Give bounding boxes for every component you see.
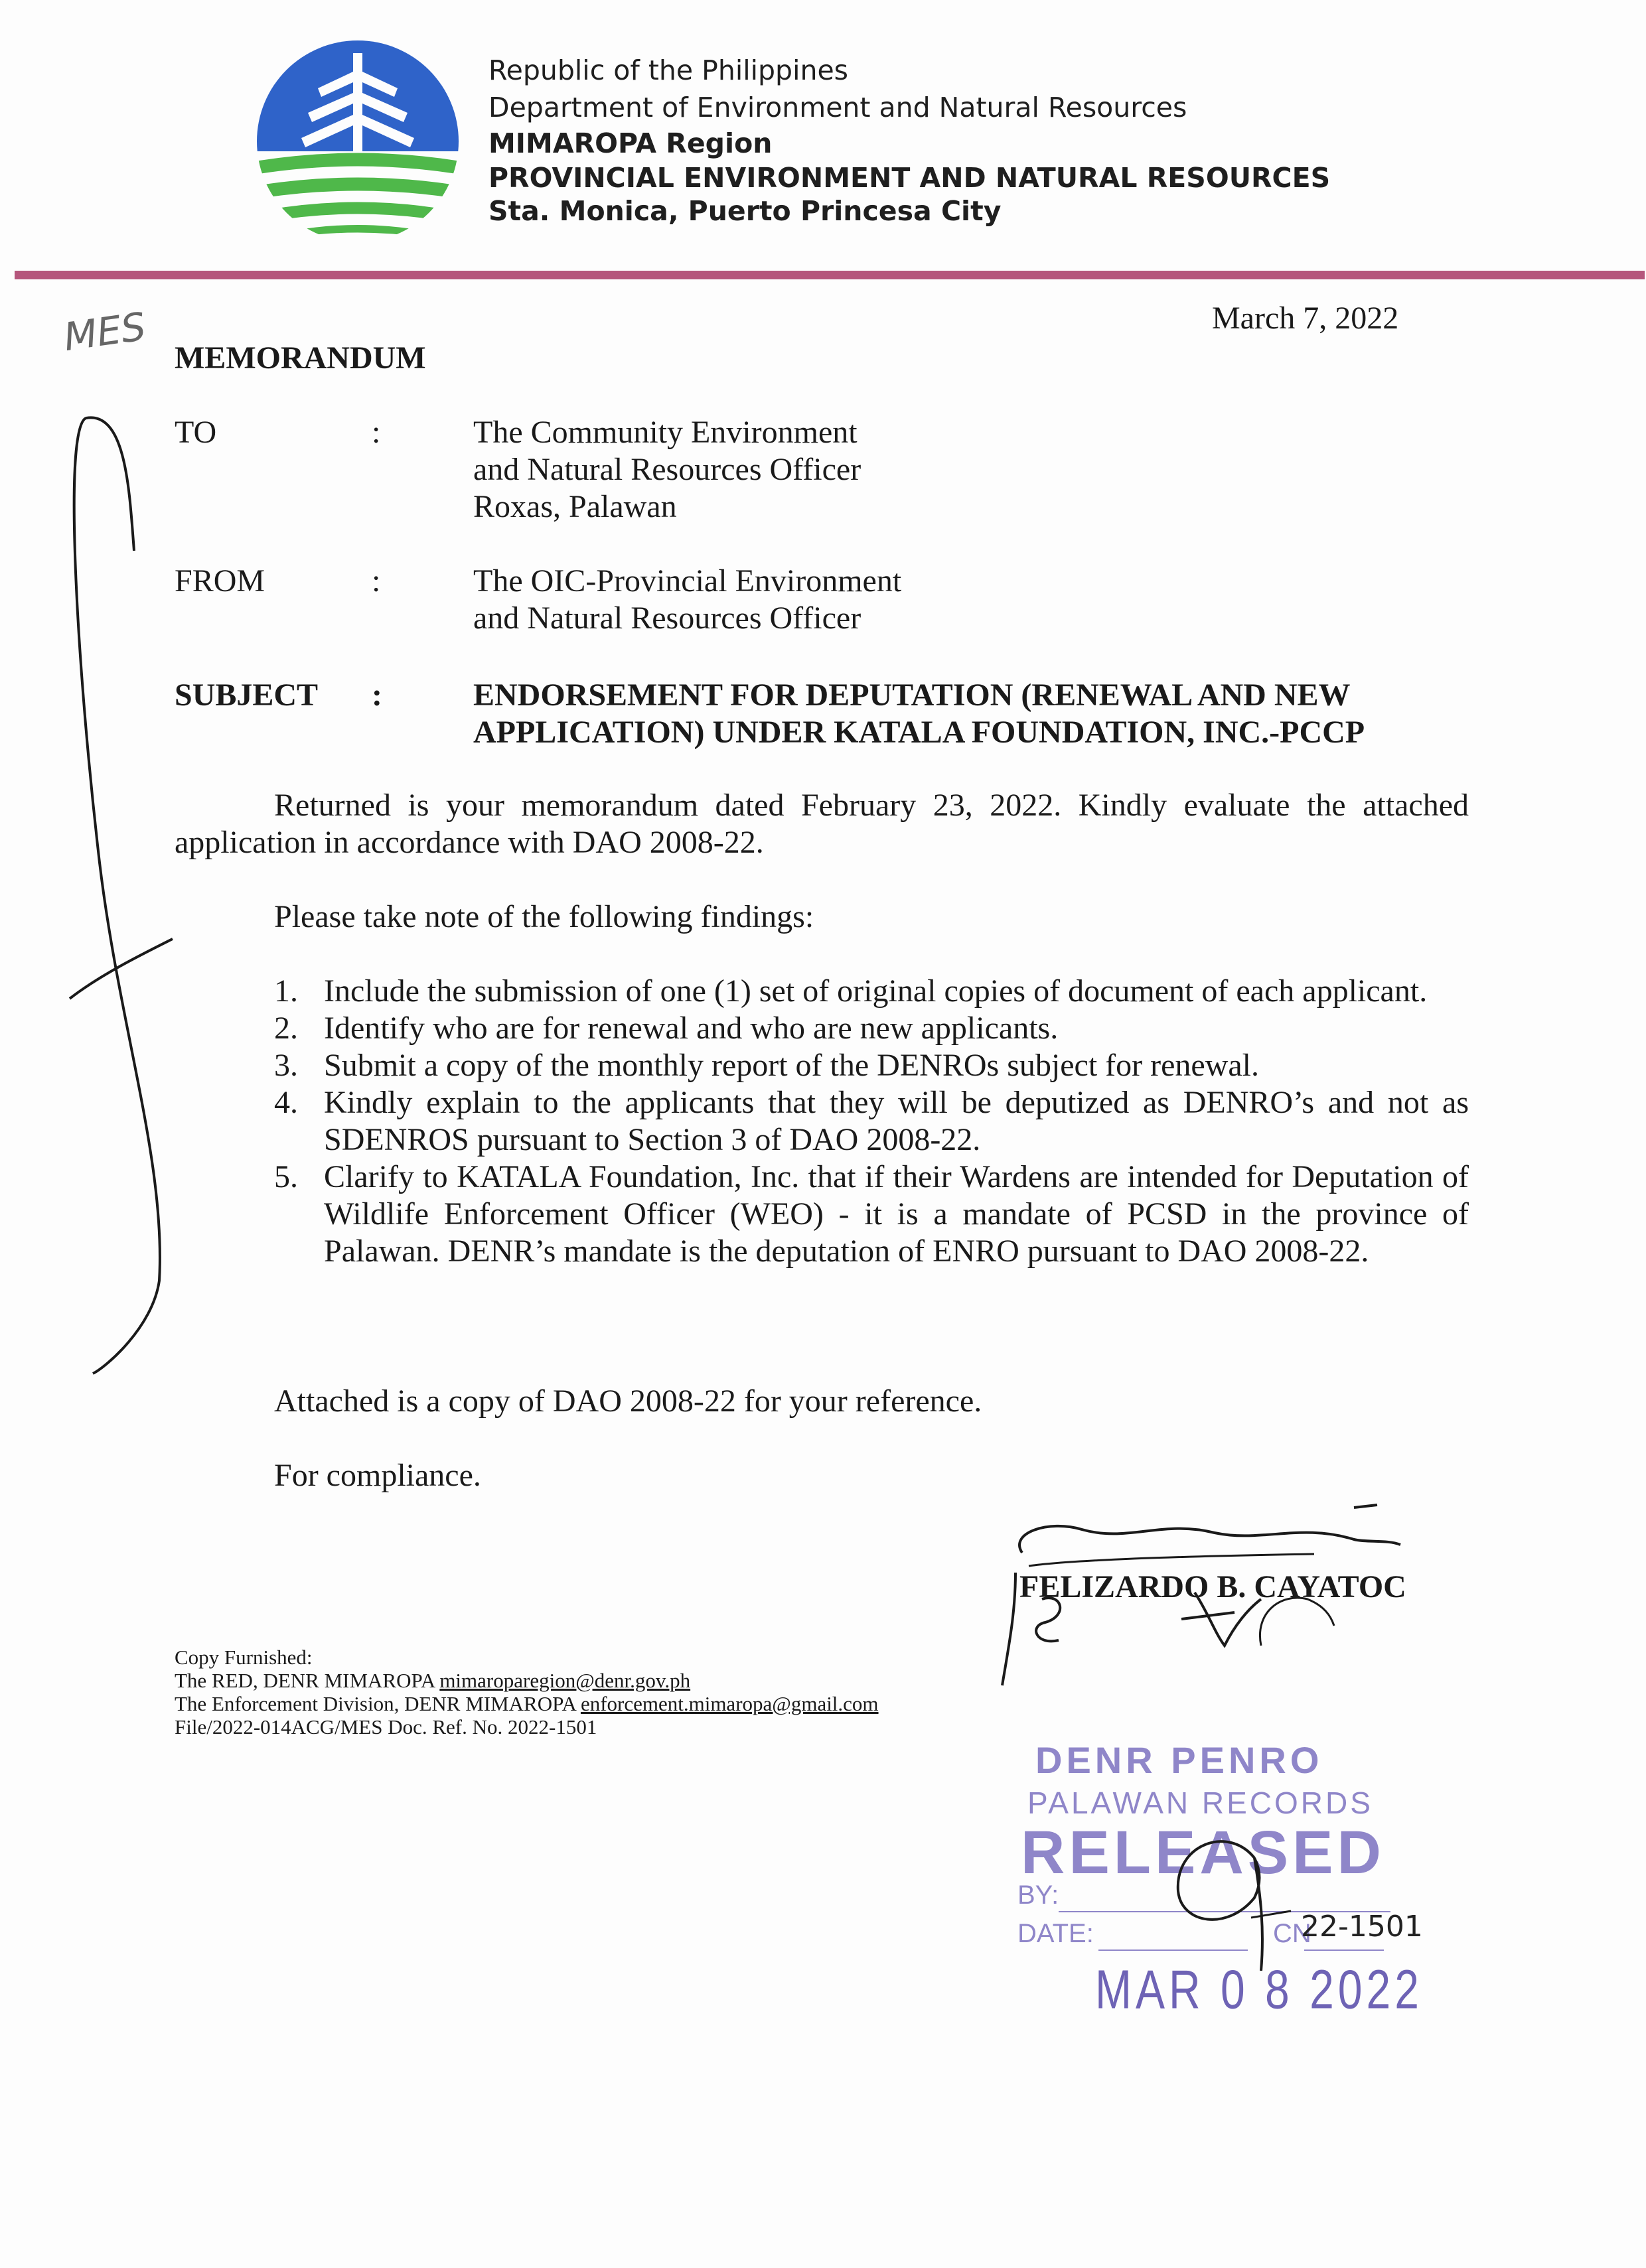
- email-link-enforcement[interactable]: enforcement.mimaropa@gmail.com: [580, 1692, 879, 1715]
- stamp-cn-line: [1304, 1949, 1384, 1951]
- header-republic: Republic of the Philippines: [488, 54, 849, 86]
- finding-item: [274, 1047, 1469, 1084]
- finding-item: [274, 1159, 1469, 1270]
- stamp-cn-label: CN: [1273, 1919, 1311, 1948]
- stamp-cn-value: 22-1501: [1301, 1910, 1423, 1944]
- signatory-name: FELIZARDO B. CAYATOC: [1019, 1569, 1406, 1604]
- closing-line: For compliance.: [274, 1458, 481, 1493]
- header-divider: [15, 271, 1645, 279]
- finding-item: [274, 1084, 1469, 1159]
- memo-title: MEMORANDUM: [175, 340, 426, 376]
- finding-text: Clarify to KATALA Foundation, Inc. that if their Wardens are intended for Deputation of Wildlife Enforcement Officer (WEO) - it is a mandate of PCSD in the province of Palawan. DENR’s mandate is the deputation of ENRO pursuant to DAO 2008-22.: [324, 1159, 1469, 1269]
- handwritten-initials: MES: [60, 303, 149, 360]
- header-region: MIMAROPA Region: [488, 127, 773, 159]
- finding-text: Kindly explain to the applicants that they will be deputized as DENRO’s and not as SDENROS pursuant to Section 3 of DAO 2008-22.: [324, 1085, 1469, 1157]
- finding-number: 5.: [274, 1159, 298, 1194]
- recipient-enforcement: The Enforcement Division, DENR MIMAROPA: [175, 1692, 581, 1715]
- file-reference: File/2022-014ACG/MES Doc. Ref. No. 2022-1501: [175, 1715, 597, 1738]
- stamp-released: RELEASED: [1021, 1819, 1385, 1886]
- recipient-red: The RED, DENR MIMAROPA: [175, 1669, 440, 1692]
- denr-logo: [255, 38, 461, 244]
- to-label: TO: [175, 415, 217, 450]
- body-paragraph: Returned is your memorandum dated February 23, 2022. Kindly evaluate the attached application in accordance with DAO 2008-22.: [175, 788, 1469, 860]
- findings-intro: Please take note of the following findings:: [274, 899, 814, 934]
- finding-text: Include the submission of one (1) set of original copies of document of each applicant.: [324, 973, 1428, 1009]
- stamp-office: DENR PENRO: [1035, 1739, 1323, 1781]
- to-line-3: Roxas, Palawan: [473, 489, 677, 524]
- attached-note: Attached is a copy of DAO 2008-22 for your reference.: [274, 1383, 982, 1419]
- finding-item: [274, 973, 1469, 1010]
- stamp-initial-scribble: [1155, 1818, 1308, 1977]
- from-label: FROM: [175, 563, 265, 599]
- finding-item: [274, 1010, 1469, 1047]
- stamp-date-label: DATE:: [1017, 1919, 1094, 1948]
- stamp-date-value: MAR 0 8 2022: [1095, 1958, 1423, 2020]
- finding-number: 4.: [274, 1085, 298, 1120]
- copy-furnished-line-1: [175, 1669, 690, 1692]
- header-address: Sta. Monica, Puerto Princesa City: [488, 195, 1002, 227]
- to-line-2: and Natural Resources Officer: [473, 452, 861, 487]
- header-department: Department of Environment and Natural Resources: [488, 92, 1187, 123]
- handwritten-margin-mark: [60, 398, 186, 1380]
- findings-list: [274, 973, 1469, 1270]
- from-colon: :: [372, 563, 381, 599]
- from-line-1: The OIC-Provincial Environment: [473, 563, 902, 599]
- subject-label: SUBJECT: [175, 677, 319, 713]
- subject-colon: :: [372, 677, 382, 713]
- to-colon: :: [372, 415, 381, 450]
- email-link-red[interactable]: mimaroparegion@denr.gov.ph: [439, 1669, 691, 1692]
- header-office: PROVINCIAL ENVIRONMENT AND NATURAL RESOURCES: [488, 162, 1331, 194]
- stamp-by-label: BY:: [1017, 1880, 1059, 1910]
- finding-number: 2.: [274, 1011, 298, 1046]
- to-line-1: The Community Environment: [473, 415, 858, 450]
- memo-date: March 7, 2022: [1212, 301, 1399, 336]
- stamp-records: PALAWAN RECORDS: [1027, 1786, 1373, 1820]
- finding-text: Submit a copy of the monthly report of the DENROs subject for renewal.: [324, 1048, 1260, 1083]
- copy-furnished-title: Copy Furnished:: [175, 1646, 313, 1669]
- copy-furnished-line-2: [175, 1692, 879, 1715]
- finding-number: 1.: [274, 973, 298, 1009]
- subject-text: ENDORSEMENT FOR DEPUTATION (RENEWAL AND NEW APPLICATION) UNDER KATALA FOUNDATION, INC.-PCCP: [473, 677, 1365, 750]
- from-line-2: and Natural Resources Officer: [473, 601, 861, 636]
- finding-text: Identify who are for renewal and who are new applicants.: [324, 1011, 1059, 1046]
- finding-number: 3.: [274, 1048, 298, 1083]
